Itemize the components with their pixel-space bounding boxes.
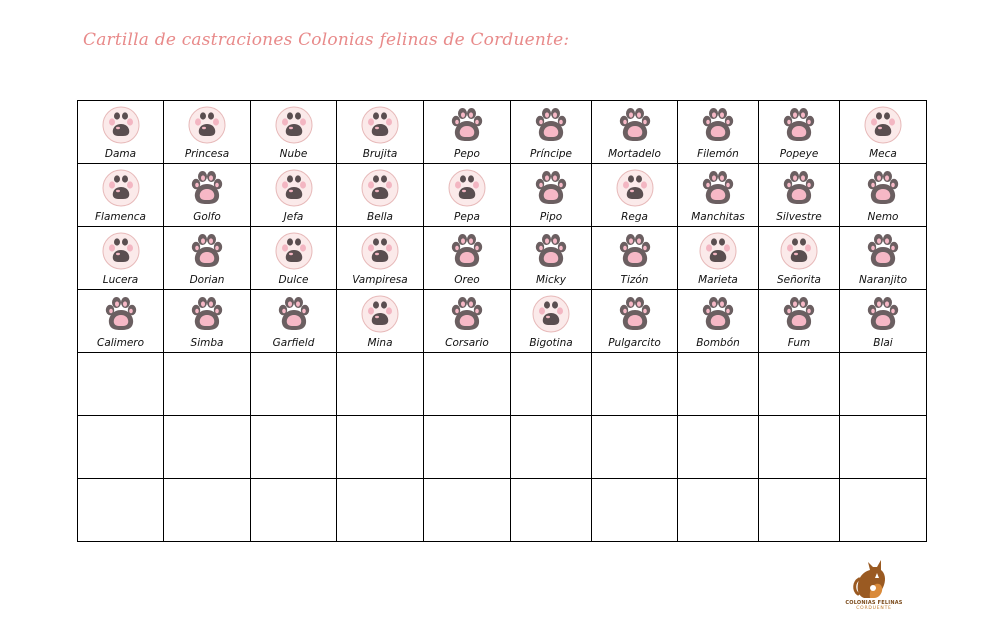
- paw-light-icon: [360, 231, 400, 271]
- logo-title: COLONIAS FELINAS: [845, 600, 903, 606]
- cat-name: Señorita: [777, 274, 821, 286]
- empty-cell: [424, 353, 511, 416]
- table-row: [78, 416, 927, 479]
- paw-light-icon: [274, 168, 314, 208]
- page-title: Cartilla de castraciones Colonias felinas de Corduente:: [83, 30, 570, 50]
- cat-cell: [337, 227, 424, 290]
- empty-cell: [251, 479, 337, 542]
- cat-name: Brujita: [362, 148, 398, 160]
- table-row: [78, 164, 927, 227]
- cat-cell: [337, 101, 424, 164]
- paw-light-icon: [101, 105, 141, 145]
- paw-light-icon: [615, 168, 655, 208]
- cat-cell: [511, 290, 592, 353]
- empty-cell: [164, 416, 251, 479]
- empty-cell: [759, 353, 840, 416]
- table-row: [78, 479, 927, 542]
- paw-dark-icon: [531, 105, 571, 145]
- cat-name: Micky: [535, 274, 567, 286]
- paw-dark-icon: [447, 231, 487, 271]
- cat-cell: [164, 227, 251, 290]
- cat-name: Nemo: [867, 211, 899, 223]
- paw-dark-icon: [615, 231, 655, 271]
- cat-cell: [678, 227, 759, 290]
- paw-dark-icon: [447, 294, 487, 334]
- cat-name: Mortadelo: [608, 148, 661, 160]
- cat-name: Bella: [367, 211, 393, 223]
- empty-cell: [840, 353, 927, 416]
- paw-dark-icon: [274, 294, 314, 334]
- cat-cell: [511, 227, 592, 290]
- cat-cell: [759, 101, 840, 164]
- empty-cell: [251, 353, 337, 416]
- cat-cell: [337, 164, 424, 227]
- empty-cell: [840, 416, 927, 479]
- cat-name: Pepa: [454, 211, 480, 223]
- cat-name: Vampiresa: [352, 274, 408, 286]
- cat-cell: [759, 227, 840, 290]
- cat-cell: [78, 101, 164, 164]
- cat-name: Príncipe: [529, 148, 573, 160]
- paw-light-icon: [187, 105, 227, 145]
- paw-light-icon: [779, 231, 819, 271]
- cat-name: Bombón: [696, 337, 740, 349]
- paw-light-icon: [274, 231, 314, 271]
- paw-dark-icon: [531, 231, 571, 271]
- cat-cell: [840, 227, 927, 290]
- cat-cell: [251, 164, 337, 227]
- table-row: [78, 290, 927, 353]
- empty-cell: [251, 416, 337, 479]
- cat-name: Princesa: [184, 148, 230, 160]
- cat-name: Popeye: [779, 148, 819, 160]
- cat-name: Blai: [873, 337, 893, 349]
- cat-name: Pepo: [454, 148, 480, 160]
- cat-name: Dama: [104, 148, 137, 160]
- cat-cell: [511, 101, 592, 164]
- paw-dark-icon: [779, 168, 819, 208]
- cat-cell: [511, 164, 592, 227]
- cat-cell: [424, 164, 511, 227]
- cat-cell: [592, 101, 678, 164]
- cat-name: Fum: [787, 337, 811, 349]
- empty-cell: [840, 479, 927, 542]
- cat-name: Oreo: [454, 274, 480, 286]
- cat-cell: [592, 227, 678, 290]
- cat-name: Lucera: [102, 274, 139, 286]
- cat-cell: [78, 227, 164, 290]
- cat-cell: [251, 290, 337, 353]
- paw-dark-icon: [698, 168, 738, 208]
- cat-cell: [592, 164, 678, 227]
- paw-dark-icon: [101, 294, 141, 334]
- empty-cell: [164, 479, 251, 542]
- cat-cell: [251, 101, 337, 164]
- empty-cell: [592, 479, 678, 542]
- empty-cell: [592, 416, 678, 479]
- cat-name: Simba: [190, 337, 224, 349]
- paw-dark-icon: [779, 294, 819, 334]
- empty-cell: [511, 353, 592, 416]
- cat-name: Flamenca: [95, 211, 146, 223]
- cat-cell: [592, 290, 678, 353]
- paw-light-icon: [360, 294, 400, 334]
- paw-light-icon: [698, 231, 738, 271]
- paw-dark-icon: [531, 168, 571, 208]
- cat-cell: [78, 164, 164, 227]
- cat-name: Pipo: [539, 211, 563, 223]
- cat-cell: [678, 290, 759, 353]
- paw-dark-icon: [863, 294, 903, 334]
- cat-name: Marieta: [698, 274, 738, 286]
- empty-cell: [511, 416, 592, 479]
- cat-name: Dorian: [189, 274, 225, 286]
- paw-dark-icon: [615, 294, 655, 334]
- cat-cell: [424, 227, 511, 290]
- paw-dark-icon: [447, 105, 487, 145]
- empty-cell: [337, 353, 424, 416]
- cat-name: Meca: [869, 148, 897, 160]
- empty-cell: [592, 353, 678, 416]
- empty-cell: [678, 353, 759, 416]
- cat-cell: [164, 164, 251, 227]
- paw-dark-icon: [779, 105, 819, 145]
- paw-light-icon: [863, 105, 903, 145]
- cat-cell: [251, 227, 337, 290]
- paw-light-icon: [447, 168, 487, 208]
- paw-dark-icon: [187, 231, 227, 271]
- cat-name: Pulgarcito: [608, 337, 661, 349]
- cat-name: Mina: [367, 337, 393, 349]
- paw-dark-icon: [187, 168, 227, 208]
- paw-light-icon: [531, 294, 571, 334]
- cat-cell: [759, 290, 840, 353]
- cat-cell: [759, 164, 840, 227]
- cat-cell: [840, 164, 927, 227]
- cat-cell: [840, 101, 927, 164]
- empty-cell: [759, 416, 840, 479]
- cat-cell: [164, 290, 251, 353]
- cat-name: Tizón: [620, 274, 649, 286]
- empty-cell: [511, 479, 592, 542]
- empty-cell: [759, 479, 840, 542]
- cat-name: Corsario: [445, 337, 489, 349]
- paw-dark-icon: [615, 105, 655, 145]
- cat-name: Filemón: [697, 148, 739, 160]
- cat-name: Rega: [621, 211, 648, 223]
- empty-cell: [678, 479, 759, 542]
- paw-light-icon: [274, 105, 314, 145]
- cat-name: Silvestre: [776, 211, 822, 223]
- empty-cell: [78, 416, 164, 479]
- empty-cell: [78, 479, 164, 542]
- cat-name: Garfield: [272, 337, 315, 349]
- cat-name: Jefa: [283, 211, 304, 223]
- cat-cell: [678, 164, 759, 227]
- paw-dark-icon: [863, 231, 903, 271]
- paw-light-icon: [360, 168, 400, 208]
- cat-name: Golfo: [193, 211, 221, 223]
- paw-dark-icon: [698, 105, 738, 145]
- cat-cell: [337, 290, 424, 353]
- cat-cell: [424, 290, 511, 353]
- paw-light-icon: [101, 231, 141, 271]
- castration-grid: [77, 100, 927, 542]
- paw-dark-icon: [863, 168, 903, 208]
- empty-cell: [424, 416, 511, 479]
- empty-cell: [164, 353, 251, 416]
- cat-cell: [678, 101, 759, 164]
- paw-light-icon: [360, 105, 400, 145]
- cat-name: Calimero: [96, 337, 145, 349]
- cat-name: Dulce: [278, 274, 309, 286]
- cat-name: Manchitas: [691, 211, 745, 223]
- paw-dark-icon: [187, 294, 227, 334]
- cat-cell: [164, 101, 251, 164]
- empty-cell: [337, 416, 424, 479]
- table-row: [78, 101, 927, 164]
- cat-cell: [424, 101, 511, 164]
- cat-name: Bigotina: [529, 337, 573, 349]
- table-row: [78, 353, 927, 416]
- paw-light-icon: [101, 168, 141, 208]
- logo-subtitle: CORDUENTE: [856, 606, 892, 611]
- empty-cell: [678, 416, 759, 479]
- table-row: [78, 227, 927, 290]
- empty-cell: [78, 353, 164, 416]
- cat-cell: [78, 290, 164, 353]
- cat-name: Nube: [279, 148, 308, 160]
- paw-dark-icon: [698, 294, 738, 334]
- cat-cell: [840, 290, 927, 353]
- cat-name: Naranjito: [858, 274, 908, 286]
- empty-cell: [337, 479, 424, 542]
- empty-cell: [424, 479, 511, 542]
